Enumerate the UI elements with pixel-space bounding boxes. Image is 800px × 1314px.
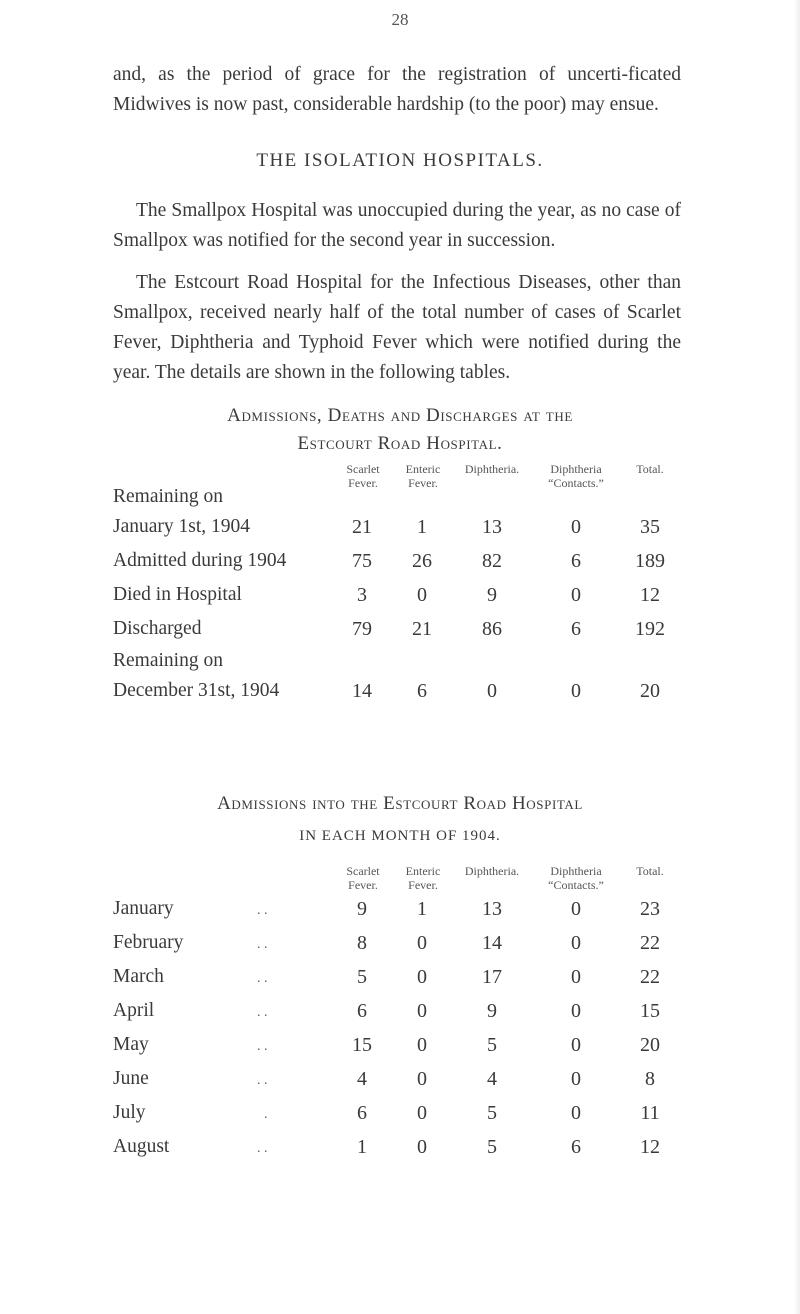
table1-header-diphtheria bbox=[452, 462, 532, 476]
table2-cell: 11 bbox=[640, 1102, 660, 1124]
table2-cell: 23 bbox=[640, 898, 660, 920]
table1-header-enteric bbox=[388, 462, 458, 490]
table2-cell: 4 bbox=[357, 1068, 367, 1090]
table1-row-label: Discharged bbox=[113, 618, 202, 639]
table1-cell: 1 bbox=[417, 516, 427, 538]
table2-dots: . . bbox=[257, 971, 268, 986]
table2-cell: 0 bbox=[571, 1068, 581, 1090]
table1-header-contacts bbox=[528, 462, 624, 490]
header-line: Diphtheria. bbox=[464, 462, 520, 476]
table1-cell: 12 bbox=[640, 584, 660, 606]
table1-cell: 9 bbox=[487, 584, 497, 606]
header-line: Fever. bbox=[408, 878, 438, 892]
header-line: “Contacts.” bbox=[548, 878, 604, 892]
table1-cell: 75 bbox=[352, 550, 372, 572]
table2-cell: 6 bbox=[571, 1136, 581, 1158]
table2-cell: 0 bbox=[571, 1034, 581, 1056]
table2-cell: 0 bbox=[417, 1136, 427, 1158]
section-title: THE ISOLATION HOSPITALS. bbox=[256, 150, 544, 171]
table2-header-enteric bbox=[388, 864, 458, 892]
table1-cell: 6 bbox=[571, 618, 581, 640]
table2-cell: 20 bbox=[640, 1034, 660, 1056]
table2-dots: . . bbox=[257, 1005, 268, 1020]
table2-cell: 0 bbox=[417, 1068, 427, 1090]
table1-cell: 20 bbox=[640, 680, 660, 702]
table1-title-line2: Estcourt Road Hospital. bbox=[297, 433, 503, 454]
table2-cell: 0 bbox=[417, 1034, 427, 1056]
header-line: Fever. bbox=[348, 878, 378, 892]
table1-cell: 13 bbox=[482, 516, 502, 538]
table2-title-line2: IN EACH MONTH OF 1904. bbox=[299, 828, 501, 844]
table1-row-label: Died in Hospital bbox=[113, 584, 242, 605]
header-line: Fever. bbox=[408, 476, 438, 490]
table1-row-label: Remaining on bbox=[113, 650, 223, 671]
table2-month: May bbox=[113, 1034, 149, 1055]
table2-dots: . bbox=[264, 1107, 268, 1122]
header-line: Diphtheria bbox=[550, 462, 602, 476]
table1-cell: 21 bbox=[412, 618, 432, 640]
table1-cell: 79 bbox=[352, 618, 372, 640]
table1-cell: 6 bbox=[417, 680, 427, 702]
table1-row-label: December 31st, 1904 bbox=[113, 680, 280, 701]
table2-month: February bbox=[113, 932, 184, 953]
table2-cell: 0 bbox=[417, 932, 427, 954]
table2-cell: 6 bbox=[357, 1000, 367, 1022]
table1-cell: 26 bbox=[412, 550, 432, 572]
table2-cell: 5 bbox=[357, 966, 367, 988]
table1-title-line1: Admissions, Deaths and Discharges at the bbox=[227, 405, 573, 426]
header-line: Enteric bbox=[405, 864, 441, 878]
table2-cell: 0 bbox=[571, 898, 581, 920]
header-line: Diphtheria bbox=[550, 864, 602, 878]
table2-cell: 15 bbox=[640, 1000, 660, 1022]
table2-cell: 9 bbox=[487, 1000, 497, 1022]
table1-row-label: Remaining on bbox=[113, 486, 223, 507]
page-number: 28 bbox=[391, 10, 409, 29]
table1-cell: 0 bbox=[571, 584, 581, 606]
header-line: Diphtheria. bbox=[464, 864, 520, 878]
table2-cell: 17 bbox=[482, 966, 502, 988]
table2-month: March bbox=[113, 966, 164, 987]
table2-cell: 0 bbox=[417, 966, 427, 988]
header-line: Total. bbox=[636, 864, 664, 878]
header-line: Enteric bbox=[405, 462, 441, 476]
table1-cell: 0 bbox=[487, 680, 497, 702]
table2-title-line1: Admissions into the Estcourt Road Hospital bbox=[217, 793, 583, 814]
header-line: Scarlet bbox=[346, 462, 380, 476]
table2-month: April bbox=[113, 1000, 155, 1021]
table2-header-contacts bbox=[528, 864, 624, 892]
paragraph-estcourt: The Estcourt Road Hospital for the Infectious Diseases, other than Smallpox, received nearly half of the total number of cases of Scarlet Fever, Diphtheria and Typhoid Fever which were notified during the year. The details are shown in the following tables. bbox=[113, 272, 681, 383]
table2-cell: 0 bbox=[571, 932, 581, 954]
table2-cell: 22 bbox=[640, 932, 660, 954]
header-line: Fever. bbox=[348, 476, 378, 490]
table2-cell: 1 bbox=[357, 1136, 367, 1158]
table1-cell: 35 bbox=[640, 516, 660, 538]
table2-dots: . . bbox=[257, 937, 268, 952]
table2-cell: 5 bbox=[487, 1034, 497, 1056]
table2-cell: 8 bbox=[645, 1068, 655, 1090]
paragraph-smallpox: The Smallpox Hospital was unoccupied during the year, as no case of Smallpox was notified for the second year in succession. bbox=[113, 200, 681, 251]
table2-cell: 22 bbox=[640, 966, 660, 988]
table2-month: January bbox=[113, 898, 174, 919]
table2-cell: 8 bbox=[357, 932, 367, 954]
table1-cell: 189 bbox=[635, 550, 665, 572]
table1-cell: 0 bbox=[571, 680, 581, 702]
table1-row-label: January 1st, 1904 bbox=[113, 516, 251, 537]
table2-cell: 14 bbox=[482, 932, 502, 954]
table1-cell: 21 bbox=[352, 516, 372, 538]
table2-dots: . . bbox=[257, 1073, 268, 1088]
table1-cell: 6 bbox=[571, 550, 581, 572]
table2-month: July bbox=[113, 1102, 146, 1123]
table2-month: June bbox=[113, 1068, 149, 1089]
table1-cell: 0 bbox=[417, 584, 427, 606]
table1-header-total bbox=[620, 462, 680, 476]
table2-cell: 0 bbox=[417, 1102, 427, 1124]
table1-cell: 14 bbox=[352, 680, 372, 702]
table2-cell: 0 bbox=[571, 1102, 581, 1124]
table2-cell: 5 bbox=[487, 1136, 497, 1158]
page-edge-shadow bbox=[794, 0, 800, 1314]
header-line: Total. bbox=[636, 462, 664, 476]
table2-cell: 0 bbox=[571, 1000, 581, 1022]
table2-header-total bbox=[620, 864, 680, 878]
table2-cell: 12 bbox=[640, 1136, 660, 1158]
table2-cell: 4 bbox=[487, 1068, 497, 1090]
table2-cell: 9 bbox=[357, 898, 367, 920]
header-line: “Contacts.” bbox=[548, 476, 604, 490]
paragraph-midwives: and, as the period of grace for the registration of uncerti-ficated Midwives is now past, considerable hardship (to the poor) may ensue. bbox=[113, 64, 681, 115]
table2-cell: 5 bbox=[487, 1102, 497, 1124]
table2-dots: . . bbox=[257, 903, 268, 918]
table2-cell: 15 bbox=[352, 1034, 372, 1056]
table2-cell: 1 bbox=[417, 898, 427, 920]
table2-cell: 0 bbox=[417, 1000, 427, 1022]
table1-cell: 0 bbox=[571, 516, 581, 538]
header-line: Scarlet bbox=[346, 864, 380, 878]
table2-cell: 6 bbox=[357, 1102, 367, 1124]
table1-row-label: Admitted during 1904 bbox=[113, 550, 287, 571]
table2-dots: . . bbox=[257, 1039, 268, 1054]
table2-month: August bbox=[113, 1136, 170, 1157]
table2-header-diphtheria bbox=[452, 864, 532, 878]
table1-cell: 86 bbox=[482, 618, 502, 640]
table2-cell: 0 bbox=[571, 966, 581, 988]
table2-dots: . . bbox=[257, 1141, 268, 1156]
table2-cell: 13 bbox=[482, 898, 502, 920]
table1-cell: 192 bbox=[635, 618, 665, 640]
table1-cell: 3 bbox=[357, 584, 367, 606]
table1-cell: 82 bbox=[482, 550, 502, 572]
